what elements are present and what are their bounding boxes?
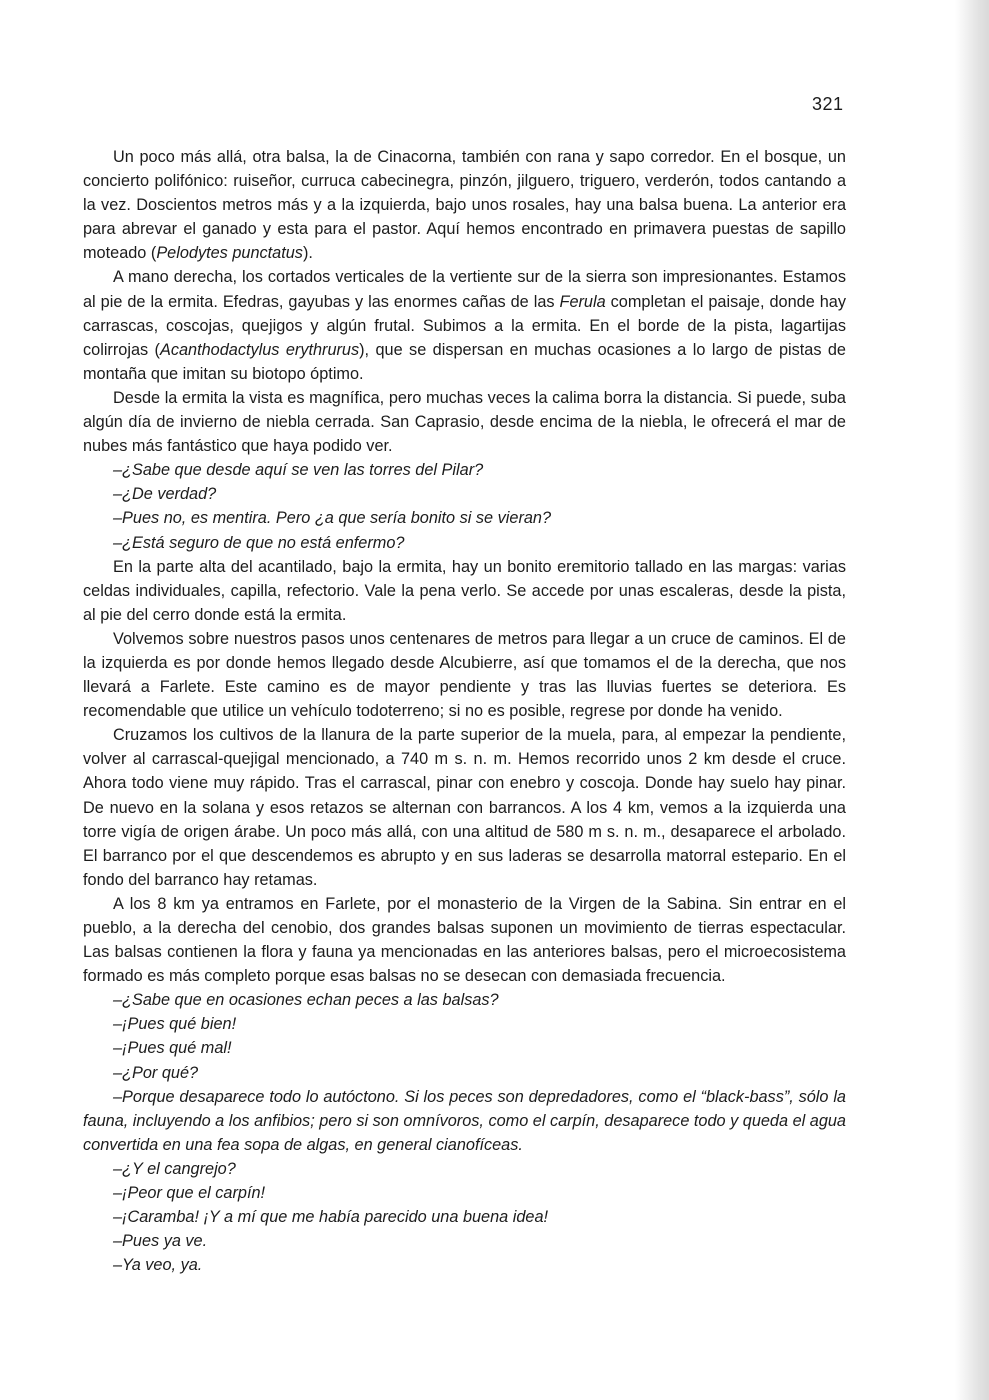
text-run: A mano derecha, los cortados verticales de la vertiente sur de la sierra son impresionantes. Estamos al pie de la ermita. Efedras, gayubas y las enormes cañas de las: [83, 268, 846, 311]
species-name: Ferula: [559, 292, 606, 311]
text-run: –¡Peor que el carpín!: [113, 1184, 266, 1203]
dialogue-line: [83, 988, 846, 1012]
text-run: –Pues ya ve.: [113, 1232, 208, 1251]
dialogue-line: [83, 1229, 846, 1253]
text-run: –¿Sabe que desde aquí se ven las torres del Pilar?: [113, 461, 484, 480]
text-run: –¡Pues qué mal!: [113, 1039, 232, 1058]
text-run: Volvemos sobre nuestros pasos unos centenares de metros para llegar a un cruce de caminos. El de la izquierda es por donde hemos llegado desde Alcubierre, así que tomamos el de la derecha, que nos llevará a Farlete. Este camino es de mayor pendiente y tras las lluvias fuertes se deteriora. Es recomendable que utilice un vehículo todoterreno; si no es posible, regrese por donde ha venido.: [83, 629, 846, 721]
species-name: Acanthodactylus erythrurus: [159, 340, 360, 359]
paragraph: [83, 145, 846, 265]
paragraph: [83, 265, 846, 385]
dialogue-line: [83, 1205, 846, 1229]
dialogue-line: [83, 482, 846, 506]
text-run: ), que se dispersan en muchas ocasiones a lo largo de pistas de montaña que imitan su biotopo óptimo.: [83, 340, 846, 383]
species-name: Pelodytes punctatus: [156, 244, 303, 263]
text-run: –¿Está seguro de que no está enfermo?: [113, 533, 405, 552]
text-run: –Pues no, es mentira. Pero ¿a que sería bonito si se vieran?: [113, 509, 552, 528]
text-run: ).: [302, 244, 313, 263]
text-run: A los 8 km ya entramos en Farlete, por el monasterio de la Virgen de la Sabina. Sin entrar en el pueblo, a la derecha del cenobio, dos grandes balsas suponen un movimiento de tierras espectacular. Las balsas contienen la flora y fauna ya mencionadas en las anteriores balsas, pero el microecosistema formado es más completo porque esas balsas no se desecan con demasiada frecuencia.: [83, 894, 846, 986]
paragraph: [83, 627, 846, 723]
text-run: –Ya veo, ya.: [113, 1256, 203, 1275]
paragraph: [83, 892, 846, 988]
body-text: [83, 145, 846, 1277]
dialogue-line: [83, 531, 846, 555]
paragraph: [83, 555, 846, 627]
dialogue-line: [83, 1036, 846, 1060]
text-run: Cruzamos los cultivos de la llanura de la parte superior de la muela, para, al empezar la pendiente, volver al carrascal-quejigal mencionado, a 740 m s. n. m. Hemos recorrido unos 2 km desde el cruce. Ahora todo viene muy rápido. Tras el carrascal, pinar con enebro y coscoja. Donde hay suelo hay pinar. De nuevo en la solana y esos retazos se alternan con barrancos. A los 4 km, vemos a la izquierda una torre vigía de origen árabe. Un poco más allá, con una altitud de 580 m s. n. m., desaparece el arbolado. El barranco por el que descendemos es abrupto y en sus laderas se desarrolla matorral estepario. En el fondo del barranco hay retamas.: [83, 726, 846, 889]
text-run: –¿Y el cangrejo?: [113, 1159, 236, 1178]
text-run: –¡Pues qué bien!: [113, 1015, 237, 1034]
dialogue-line: [83, 1157, 846, 1181]
text-run: En la parte alta del acantilado, bajo la ermita, hay un bonito eremitorio tallado en las margas: varias celdas individuales, capilla, refectorio. Vale la pena verlo. Se accede por unas escaleras, desde la pista, al pie del cerro donde está la ermita.: [83, 557, 846, 624]
paragraph: [83, 723, 846, 892]
text-run: –¿Por qué?: [113, 1063, 199, 1082]
text-run: Un poco más allá, otra balsa, la de Cinacorna, también con rana y sapo corredor. En el bosque, un concierto polifónico: ruiseñor, curruca cabecinegra, pinzón, jilguero, triguero, verderón, todos cantando a la vez. Doscientos metros más y a la izquierda, bajo unos rosales, hay una balsa buena. La anterior era para abrevar el ganado y esta para el pastor. Aquí hemos encontrado en primavera puestas de sapillo moteado (: [83, 148, 846, 263]
dialogue-line: [83, 506, 846, 530]
dialogue-line: [83, 1181, 846, 1205]
text-run: –¿De verdad?: [113, 485, 217, 504]
text-run: –¡Caramba! ¡Y a mí que me había parecido una buena idea!: [113, 1208, 549, 1227]
paragraph: [83, 386, 846, 458]
page-edge-shadow: [955, 0, 989, 1400]
page-number: 321: [812, 94, 844, 114]
text-run: Desde la ermita la vista es magnífica, pero muchas veces la calima borra la distancia. Si puede, suba algún día de invierno de niebla cerrada. San Caprasio, desde encima de la niebla, le ofrecerá el mar de nubes más fantástico que haya podido ver.: [83, 388, 846, 456]
text-run: –Porque desaparece todo lo autóctono. Si los peces son depredadores, como el “black-bass”, sólo la fauna, incluyendo a los anfibios; pero si son omnívoros, como el carpín, desaparece todo y queda el agua convertida en una fea sopa de algas, en general cianofíceas.: [83, 1087, 846, 1154]
text-run: –¿Sabe que en ocasiones echan peces a las balsas?: [113, 991, 499, 1010]
dialogue-line: [83, 1253, 846, 1277]
dialogue-line: [83, 1061, 846, 1085]
dialogue-line: [83, 458, 846, 482]
dialogue-line: [83, 1012, 846, 1036]
text-run: completan el paisaje, donde hay carrascas, coscojas, quejigos y algún frutal. Subimos a la ermita. En el borde de la pista, lagartijas colirrojas (: [83, 292, 846, 359]
dialogue-line: [83, 1085, 846, 1157]
